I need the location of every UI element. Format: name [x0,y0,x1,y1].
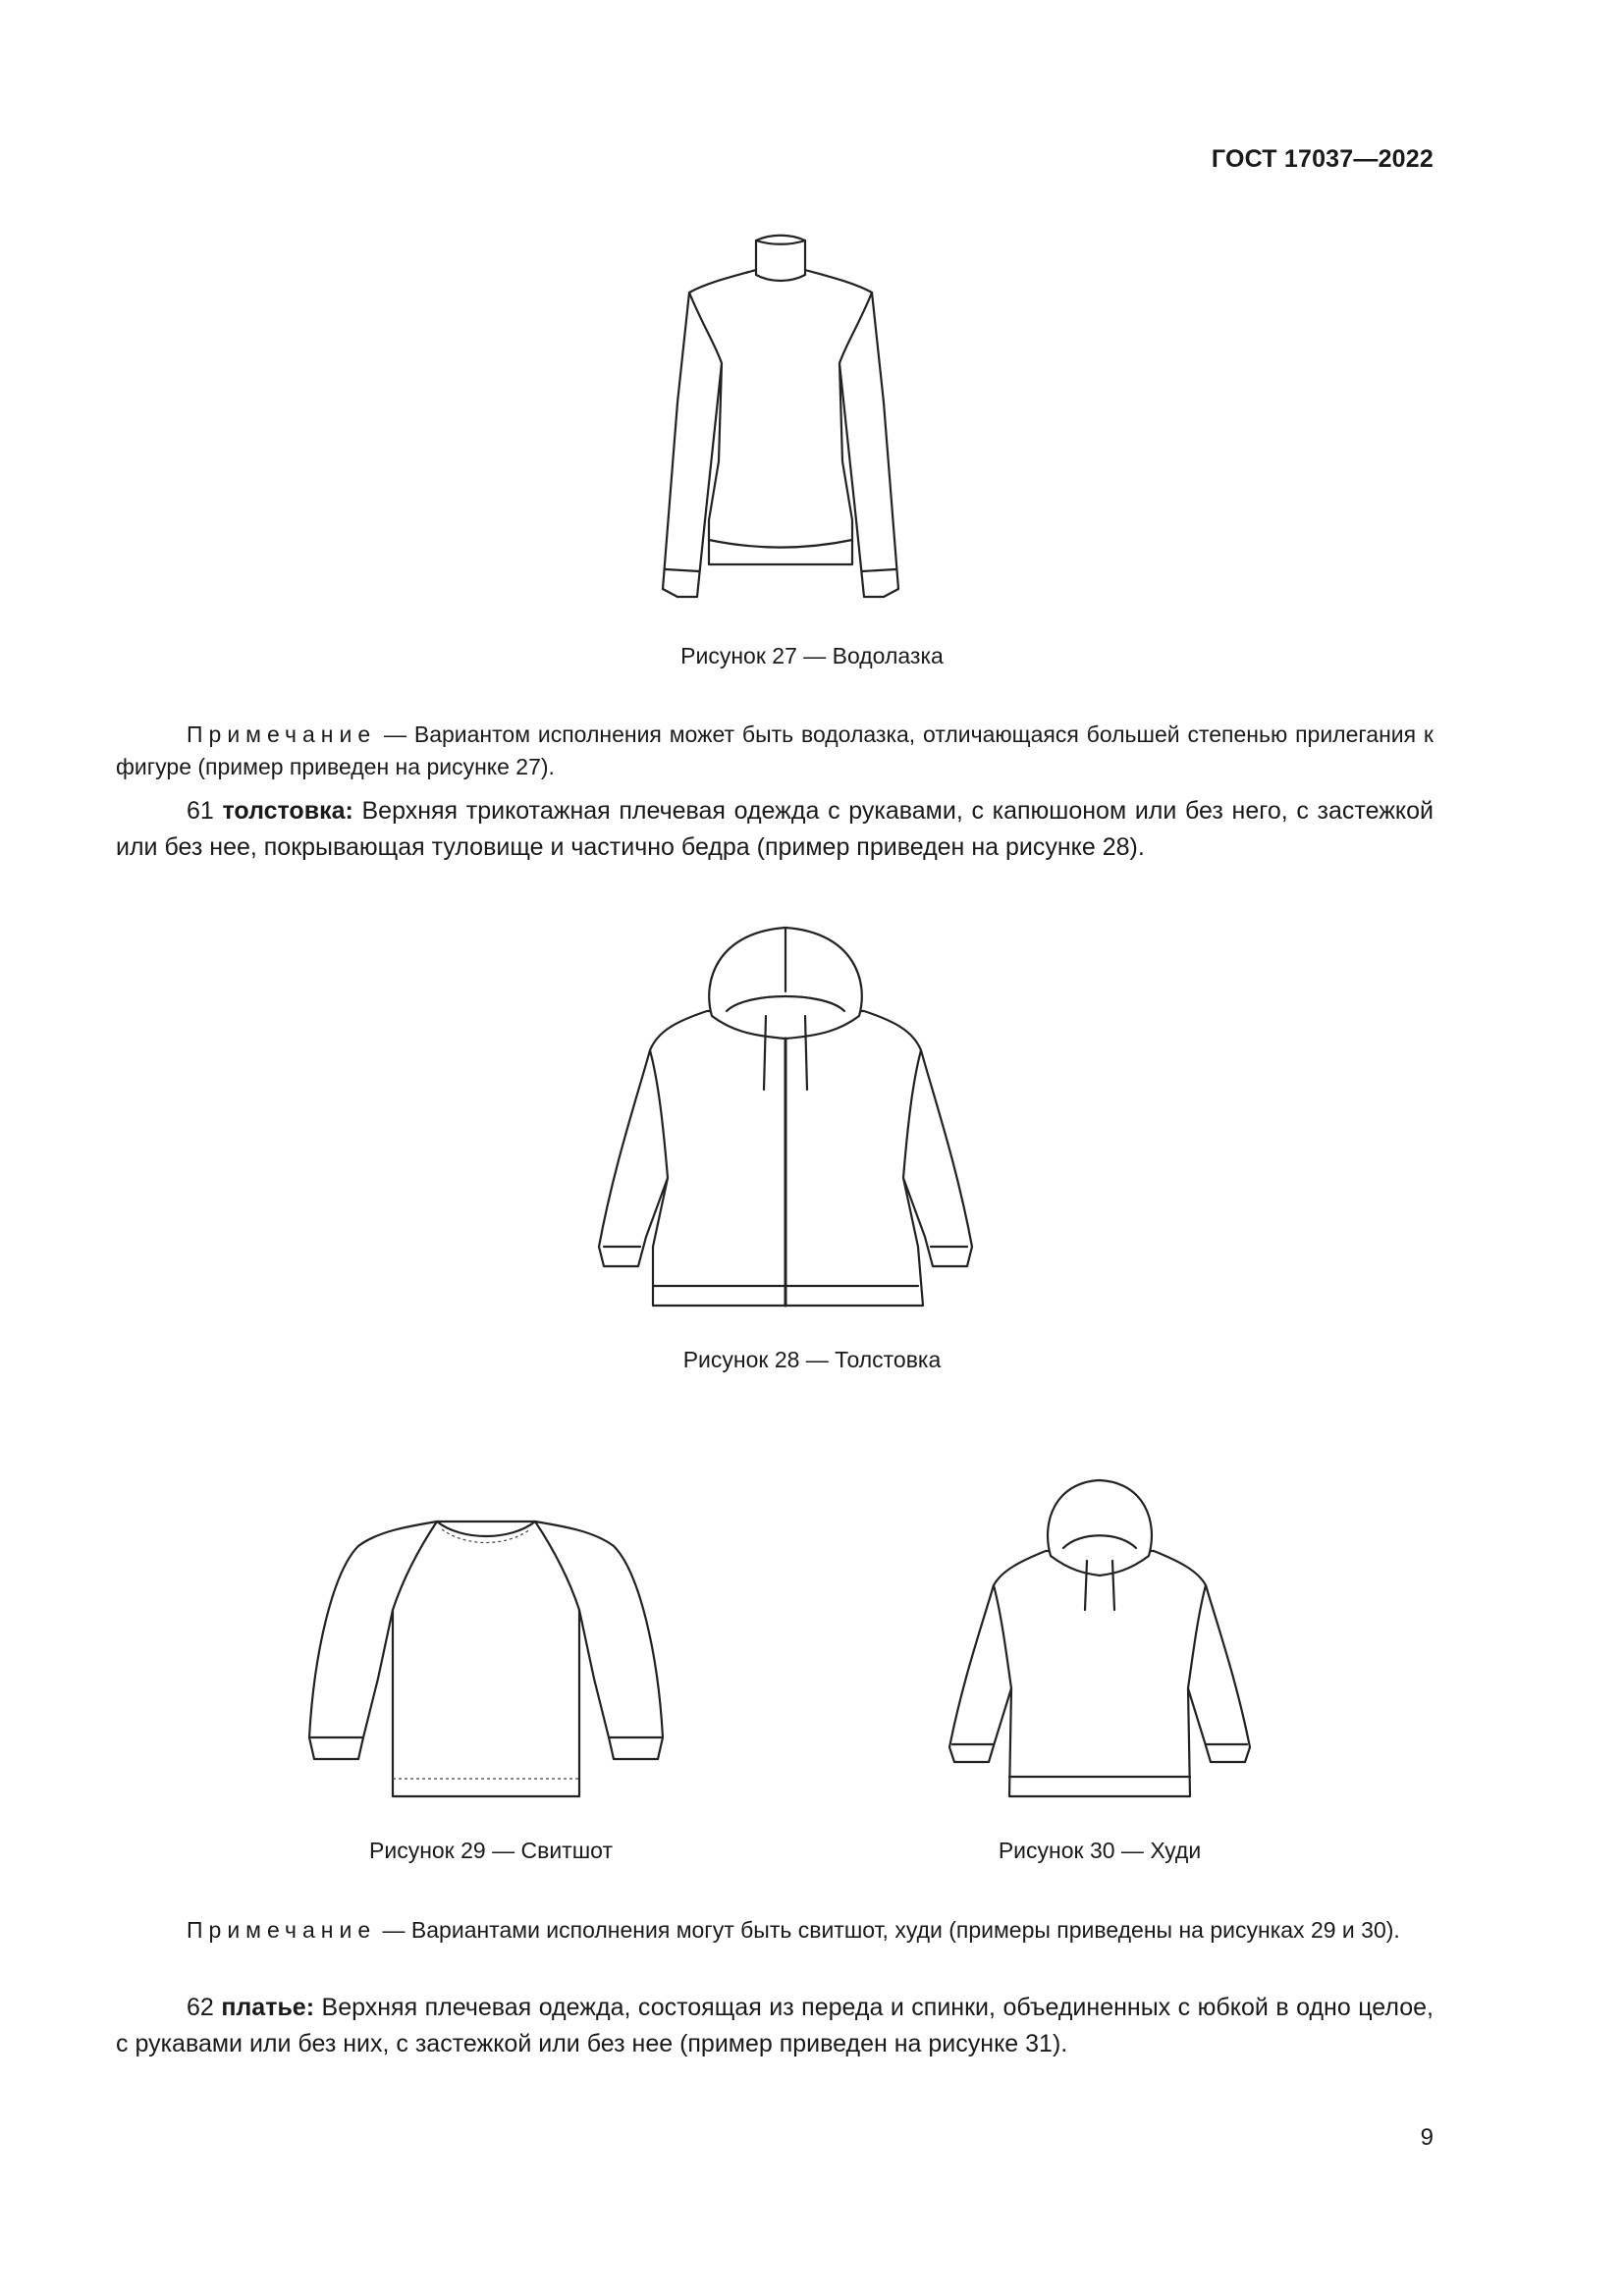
note-2-text: — Вариантами исполнения могут быть свитшот, худи (примеры приведены на рисунках 29 и 30). [376,1917,1400,1943]
entry-62-number: 62 [187,1994,214,2021]
entry-61-term: толстовка: [222,797,353,825]
entry-62-term: платье: [221,1994,315,2021]
figure-30-caption: Рисунок 30 — Худи [998,1838,1202,1863]
figure-27-caption: Рисунок 27 — Водолазка [680,643,944,668]
figure-29-sweatshirt-drawing [299,1512,673,1806]
note-1-label: Примечание [187,721,377,747]
figure-28-caption: Рисунок 28 — Толстовка [682,1347,942,1372]
page-number: 9 [1420,2124,1434,2151]
entry-62 [116,1990,1434,2062]
note-1 [116,719,1434,783]
entry-61-definition: Верхняя трикотажная плечевая одежда с рукавами, с капюшоном или без него, с застежкой или без нее, покрывающая туловище и частично бедра (пример приведен на рисунке 28). [116,797,1435,861]
entry-61 [116,793,1434,866]
figure-27-turtleneck-drawing [628,226,933,609]
figure-28-zip-hoodie-drawing [589,923,982,1315]
entry-62-definition: Верхняя плечевая одежда, состоящая из переда и спинки, объединенных с юбкой в одно целое, с рукавами или без них, с застежкой или без нее (пример приведен на рисунке 31). [116,1994,1434,2057]
figure-30-hoodie-drawing [938,1477,1262,1811]
entry-61-number: 61 [187,797,214,825]
figure-29-caption: Рисунок 29 — Свитшот [369,1838,613,1863]
note-1-text: — Вариантом исполнения может быть водолазка, отличающаяся большей степенью прилегания к фигуре (пример приведен на рисунке 27). [116,721,1434,779]
document-header: ГОСТ 17037—2022 [1211,145,1434,173]
note-2 [116,1914,1434,1947]
note-2-label: Примечание [187,1917,377,1943]
